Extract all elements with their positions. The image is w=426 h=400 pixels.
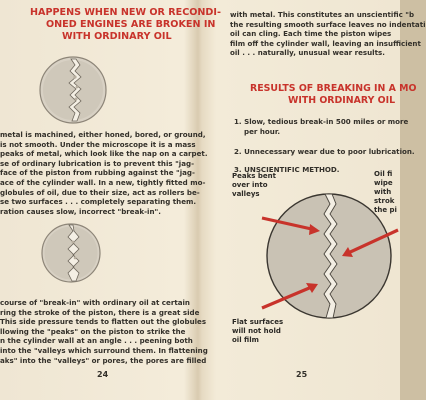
text-line: wipe: [374, 179, 393, 187]
left-paragraph-2: [0, 298, 208, 365]
right-heading-line-2: WITH ORDINARY OIL: [288, 95, 396, 106]
right-heading: [250, 83, 416, 107]
text-line: globules of oil, due to their size, act as rollers be-: [0, 187, 200, 197]
text-line: into the "valleys which surround them. In flattening: [0, 345, 208, 355]
list-item: [234, 147, 415, 157]
text-line: Unnecessary wear due to poor lubrication.: [244, 147, 415, 156]
microscope-disc-before: [38, 55, 108, 125]
text-line: This side pressure tends to flatten out the globules: [0, 317, 207, 327]
text-line: llowing the "peaks" on the piston to strike the: [0, 326, 186, 336]
left-heading: [30, 7, 221, 43]
text-line: oil film: [232, 336, 259, 344]
right-page: [202, 0, 426, 400]
page-number-left: 24: [97, 370, 109, 379]
text-line: will not hold: [232, 327, 281, 335]
list-item-continued: per hour.: [244, 127, 281, 136]
list-number: 2.: [234, 147, 242, 156]
text-line: film off the cylinder wall, leaving an insufficient: [230, 38, 421, 48]
list-item: [234, 117, 415, 127]
left-heading-line-3: WITH ORDINARY OIL: [62, 31, 172, 42]
text-line: n the cylinder wall at an angle . . . peening both: [0, 336, 193, 346]
text-line: ring the stroke of the piston, there is a great side: [0, 307, 200, 317]
text-line: se of ordinary lubrication is to prevent this "jag-: [0, 158, 195, 168]
text-line: strok: [374, 197, 395, 205]
text-line: course of "break-in" with ordinary oil at certain: [0, 298, 190, 307]
text-line: Oil fi: [374, 170, 393, 178]
page-number-right: 25: [296, 370, 308, 379]
text-line: Slow, tedious break-in 500 miles or more: [244, 117, 409, 126]
right-heading-line-1: RESULTS OF BREAKING IN A MO: [250, 83, 417, 94]
text-line: with: [374, 188, 392, 196]
results-list: [234, 117, 415, 175]
text-line: Flat surfaces: [232, 318, 284, 326]
left-heading-line-1: HAPPENS WHEN NEW OR RECONDI-: [30, 7, 221, 18]
text-line: the pi: [374, 206, 397, 214]
caption-oil-film: [374, 170, 397, 215]
list-number: 3.: [234, 165, 242, 174]
left-paragraph-1: [0, 130, 208, 216]
microscope-disc-during: [40, 222, 102, 284]
text-line: peaks of metal, which look like the nap on a carpet.: [0, 149, 208, 159]
text-line: ration causes slow, incorrect "break-in".: [0, 206, 161, 216]
caption-peaks-bent: [232, 172, 276, 199]
text-line: Peaks bent: [232, 172, 276, 180]
text-line: se two surfaces . . . completely separating them.: [0, 197, 197, 207]
caption-flat-surfaces: [232, 318, 283, 345]
text-line: over into: [232, 181, 268, 189]
text-line: face of the piston from rubbing against the "jag-: [0, 168, 195, 178]
text-line: oil . . . naturally, unusual wear results.: [230, 48, 385, 58]
list-number: 1.: [234, 117, 242, 126]
text-line: oil can cling. Each time the piston wipes: [230, 29, 392, 39]
text-line: UNSCIENTIFIC METHOD.: [244, 165, 340, 174]
text-line: aks" into the "valleys" or pores, the pores are filled: [0, 355, 207, 365]
text-line: with metal. This constitutes an unscientific "b: [230, 10, 415, 19]
right-top-text: [230, 10, 426, 58]
text-line: the resulting smooth surface leaves no indentati: [230, 19, 426, 29]
text-line: valleys: [232, 190, 260, 198]
left-heading-line-2: ONED ENGINES ARE BROKEN IN: [46, 19, 216, 30]
text-line: is not smooth. Under the microscope it is a mass: [0, 139, 196, 149]
text-line: ace of the cylinder wall. In a new, tightly fitted mo-: [0, 177, 206, 187]
text-line: metal is machined, either honed, bored, or ground,: [0, 130, 206, 139]
